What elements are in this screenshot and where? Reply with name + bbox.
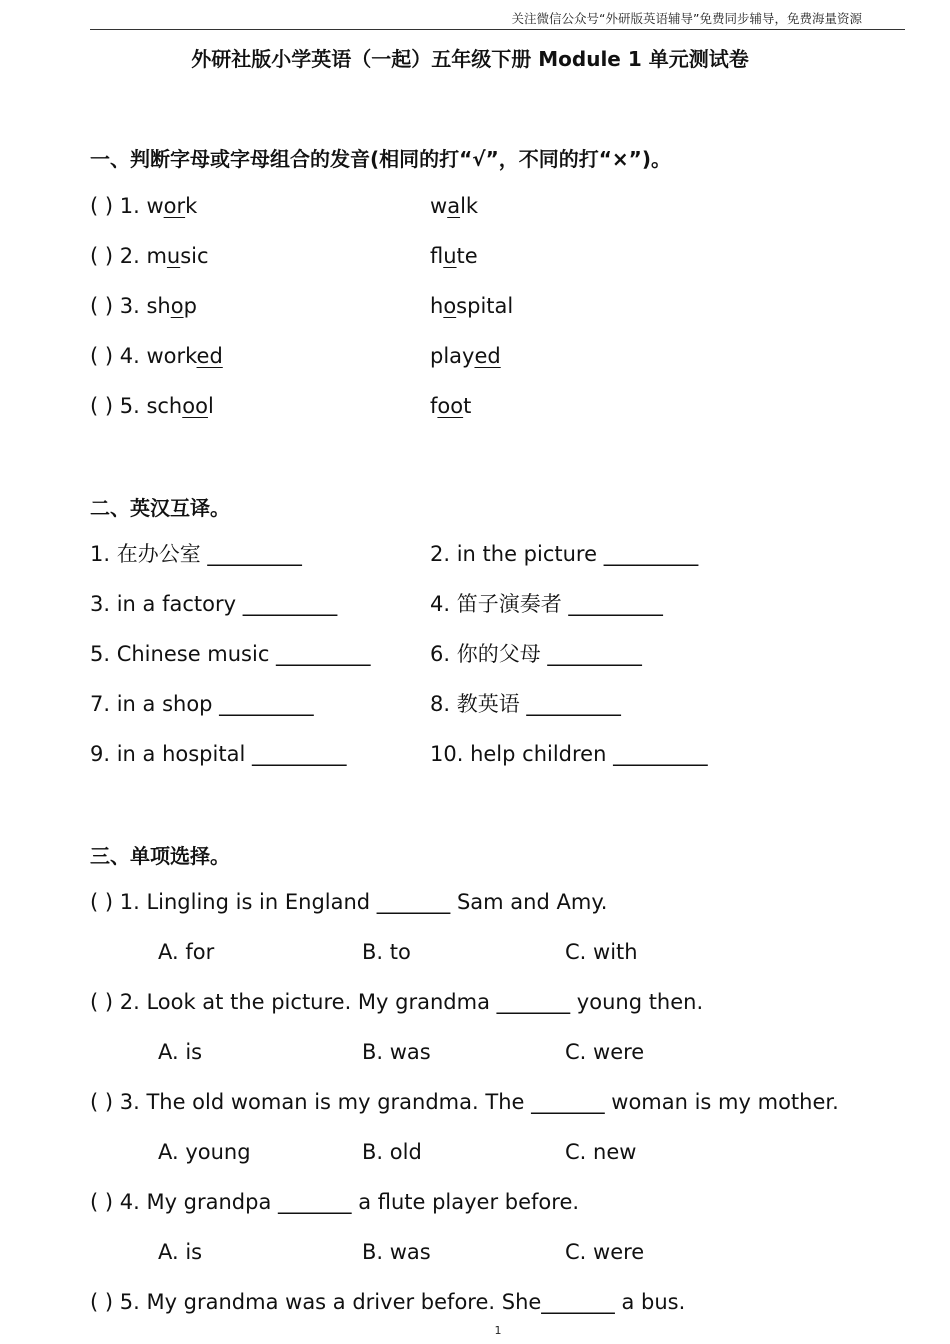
section-1-heading: 一、判断字母或字母组合的发音(相同的打“√”，不同的打“×”)。 xyxy=(90,147,671,171)
answer-paren: ( ) xyxy=(90,244,114,268)
choice-option: B. was xyxy=(362,1040,431,1064)
item-word-right: flute xyxy=(430,244,478,268)
choice-question: ( ) 1. Lingling is in England _______ Sam and Amy. xyxy=(90,890,608,914)
translation-item: 4. 笛子演奏者 _________ xyxy=(430,592,663,616)
choice-option: B. old xyxy=(362,1140,422,1164)
page-number: 1 xyxy=(494,1324,502,1337)
document-title: 外研社版小学英语（一起）五年级下册 Module 1 单元测试卷 xyxy=(191,47,749,71)
underlined-letters: o xyxy=(443,294,457,318)
choice-option: A. young xyxy=(158,1140,251,1164)
translation-item: 8. 教英语 _________ xyxy=(430,692,621,716)
choice-option: A. is xyxy=(158,1240,203,1264)
choice-option: C. were xyxy=(565,1240,645,1264)
translation-item: 3. in a factory _________ xyxy=(90,592,338,616)
underlined-letters: ed xyxy=(196,344,223,368)
choice-option: A. is xyxy=(158,1040,203,1064)
translation-item: 6. 你的父母 _________ xyxy=(430,642,642,666)
underlined-letters: ed xyxy=(474,344,501,368)
choice-option: C. with xyxy=(565,940,638,964)
item-word-left: ( ) 3. shop xyxy=(90,294,197,318)
choice-option: C. were xyxy=(565,1040,645,1064)
underlined-letters: or xyxy=(163,194,186,218)
underlined-letters: u xyxy=(166,244,181,268)
item-word-right: hospital xyxy=(430,294,514,318)
item-word-left: ( ) 1. work xyxy=(90,194,198,218)
choice-option: B. was xyxy=(362,1240,431,1264)
answer-paren: ( ) xyxy=(90,344,114,368)
section-3-heading: 三、单项选择。 xyxy=(90,844,230,868)
header-divider xyxy=(90,29,905,30)
choice-question: ( ) 4. My grandpa _______ a flute player before. xyxy=(90,1190,580,1214)
choice-question: ( ) 5. My grandma was a driver before. She_______ a bus. xyxy=(90,1290,686,1314)
item-word-left: ( ) 5. school xyxy=(90,394,214,418)
item-word-right: foot xyxy=(430,394,472,418)
translation-item: 5. Chinese music _________ xyxy=(90,642,371,666)
choice-option: B. to xyxy=(362,940,411,964)
answer-paren: ( ) xyxy=(90,194,114,218)
translation-item: 10. help children _________ xyxy=(430,742,708,766)
translation-row xyxy=(90,589,890,619)
underlined-letters: o xyxy=(170,294,184,318)
underlined-letters: oo xyxy=(182,394,208,418)
translation-row xyxy=(90,689,890,719)
choice-question: ( ) 3. The old woman is my grandma. The _______ woman is my mother. xyxy=(90,1090,839,1114)
underlined-letters: oo xyxy=(437,394,464,418)
item-word-right: walk xyxy=(430,194,479,218)
choice-option: A. for xyxy=(158,940,215,964)
translation-item: 9. in a hospital _________ xyxy=(90,742,347,766)
translation-row xyxy=(90,639,890,669)
translation-item: 2. in the picture _________ xyxy=(430,542,699,566)
choice-option: C. new xyxy=(565,1140,637,1164)
translation-row xyxy=(90,739,890,769)
header-note: 关注微信公众号“外研版英语辅导”免费同步辅导，免费海量资源 xyxy=(511,11,862,26)
translation-item: 7. in a shop _________ xyxy=(90,692,314,716)
underlined-letters: a xyxy=(447,194,461,218)
answer-paren: ( ) xyxy=(90,394,114,418)
answer-paren: ( ) xyxy=(90,294,114,318)
item-word-left: ( ) 4. worked xyxy=(90,344,223,368)
item-word-left: ( ) 2. music xyxy=(90,244,209,268)
translation-row xyxy=(90,539,890,569)
translation-item: 1. 在办公室 _________ xyxy=(90,542,302,566)
section-2-heading: 二、英汉互译。 xyxy=(90,496,230,520)
item-word-right: played xyxy=(430,344,501,368)
underlined-letters: u xyxy=(443,244,457,268)
choice-question: ( ) 2. Look at the picture. My grandma _______ young then. xyxy=(90,990,704,1014)
